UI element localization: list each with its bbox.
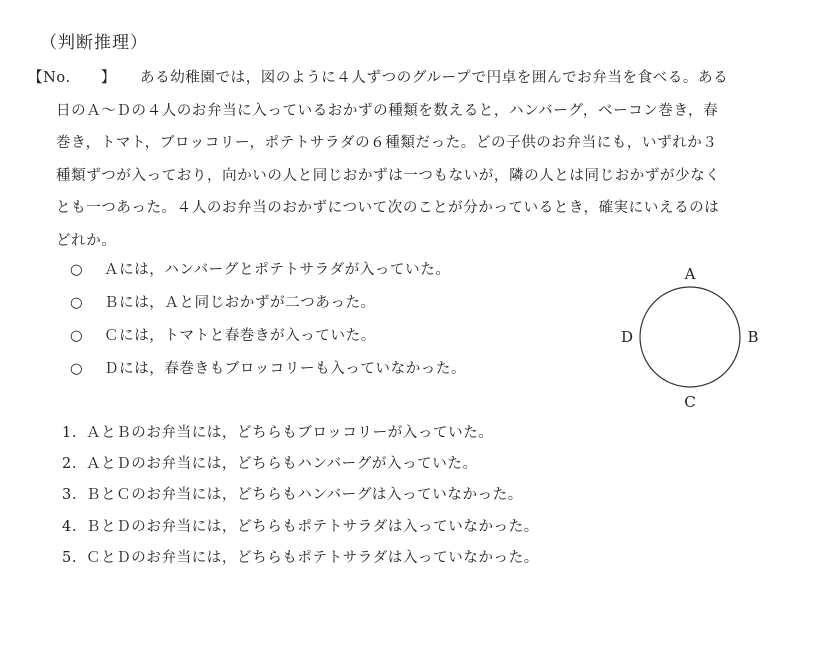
statement-list bbox=[70, 254, 466, 386]
circle-bullet-icon: ○ bbox=[70, 295, 84, 311]
statement-text: Ｃには，トマトと春巻きが入っていた。 bbox=[104, 328, 376, 344]
statement-text: Ａには，ハンバーグとポテトサラダが入っていた。 bbox=[104, 262, 451, 278]
problem-line: 巻き，トマト，ブロッコリー，ポテトサラダの６種類だった。どの子供のお弁当にも，いずれか３ bbox=[56, 135, 718, 152]
answer-choices bbox=[62, 418, 539, 574]
seat-label-c: C bbox=[684, 393, 696, 411]
statement-item bbox=[70, 353, 466, 386]
answer-choice[interactable] bbox=[62, 418, 539, 449]
choice-text: ＣとＤのお弁当には，どちらもポテトサラダは入っていなかった。 bbox=[86, 549, 539, 566]
circle-bullet-icon: ○ bbox=[70, 328, 84, 344]
round-table-circle bbox=[640, 287, 740, 387]
statement-text: Ｄには，春巻きもブロッコリーも入っていなかった。 bbox=[104, 361, 467, 377]
problem-text bbox=[28, 62, 788, 258]
choice-text: ＢとＤのお弁当には，どちらもポテトサラダは入っていなかった。 bbox=[86, 518, 539, 535]
round-table-svg bbox=[610, 258, 770, 418]
problem-line bbox=[28, 62, 788, 95]
choice-number: 5. bbox=[62, 549, 78, 566]
section-title: （判断推理） bbox=[40, 33, 148, 53]
answer-choice[interactable] bbox=[62, 543, 539, 574]
problem-line: どれか。 bbox=[56, 232, 117, 249]
problem-line: 日のＡ～Ｄの４人のお弁当に入っているおかずの種類を数えると，ハンバーグ，ベーコン巻き，春 bbox=[56, 102, 719, 119]
seat-label-d: D bbox=[620, 328, 634, 346]
choice-number: 1. bbox=[62, 425, 78, 441]
choice-text: ＡとＤのお弁当には，どちらもハンバーグが入っていた。 bbox=[86, 456, 478, 473]
answer-choice[interactable] bbox=[62, 449, 539, 480]
statement-item bbox=[70, 254, 466, 287]
answer-choice[interactable] bbox=[62, 512, 539, 543]
circle-bullet-icon: ○ bbox=[70, 262, 84, 278]
round-table-diagram bbox=[610, 258, 770, 418]
statement-text: Ｂには，Ａと同じおかずが二つあった。 bbox=[104, 295, 376, 311]
answer-choice[interactable] bbox=[62, 480, 539, 511]
choice-number: 3. bbox=[62, 487, 78, 504]
problem-line: とも一つあった。４人のお弁当のおかずについて次のことが分かっているとき，確実にいえるのは bbox=[56, 200, 720, 217]
statement-item bbox=[70, 287, 466, 320]
statement-item bbox=[70, 320, 466, 353]
choice-text: ＢとＣのお弁当には，どちらもハンバーグは入っていなかった。 bbox=[86, 487, 523, 504]
seat-label-a: A bbox=[684, 265, 696, 283]
problem-line: 種類ずつが入っており，向かいの人と同じおかずは一つもないが，隣の人とは同じおかずが少なく bbox=[56, 167, 721, 184]
choice-text: ＡとＢのお弁当には，どちらもブロッコリーが入っていた。 bbox=[86, 425, 494, 441]
choice-number: 4. bbox=[62, 518, 78, 535]
problem-line-text: ある幼稚園では，図のように４人ずつのグループで円卓を囲んでお弁当を食べる。ある bbox=[140, 70, 729, 86]
choice-number: 2. bbox=[62, 456, 78, 473]
seat-label-b: B bbox=[747, 328, 759, 346]
circle-bullet-icon: ○ bbox=[70, 361, 84, 377]
problem-number-label: 【No. 】 bbox=[28, 70, 116, 86]
